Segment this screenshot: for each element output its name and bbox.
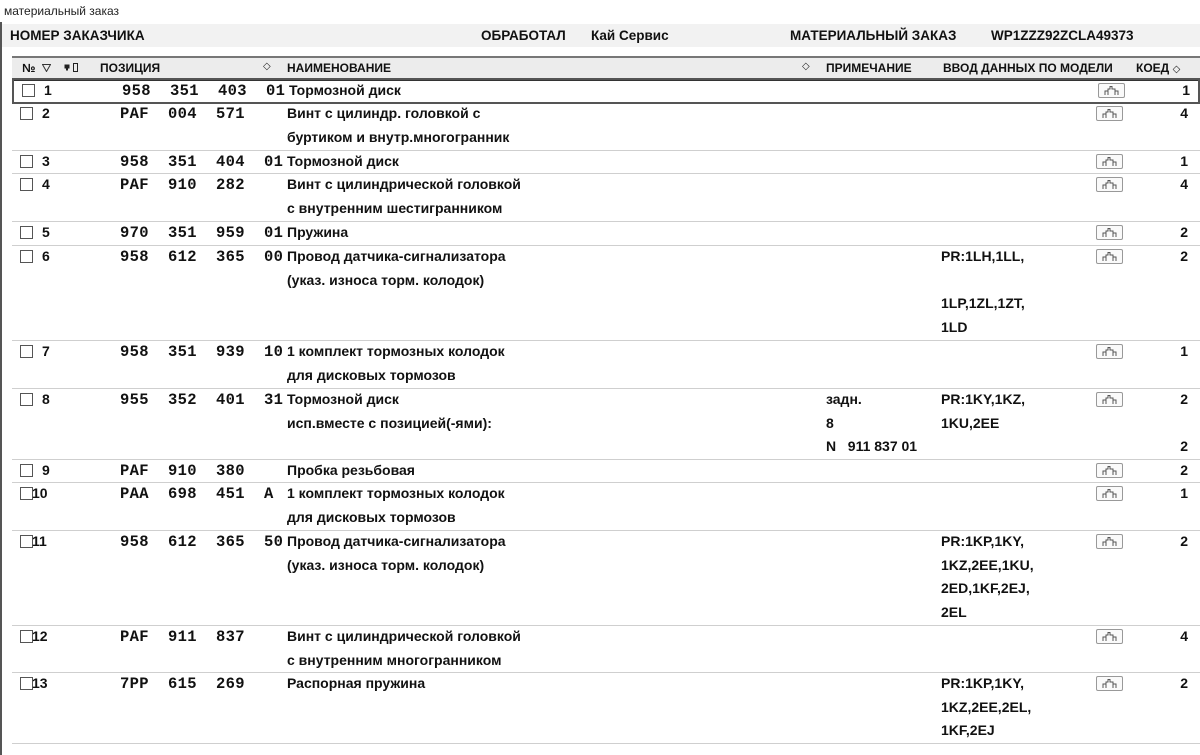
row-number: 10: [32, 485, 48, 501]
column-header-name[interactable]: НАИМЕНОВАНИЕ: [287, 61, 391, 75]
row-number: 11: [32, 533, 47, 549]
model-input-button[interactable]: [1096, 629, 1123, 644]
row-number: 13: [32, 675, 48, 691]
column-num-label: №: [22, 61, 36, 75]
model-input-button[interactable]: [1096, 486, 1123, 501]
row-number: 1: [44, 82, 52, 98]
part-position: PAF 911 837: [120, 628, 245, 646]
model-input-icon: [1102, 679, 1118, 689]
sort-diamond-icon[interactable]: ◇: [263, 61, 271, 72]
row-checkbox[interactable]: [22, 84, 35, 97]
part-name: Распорная пружина: [287, 675, 426, 691]
model-input-icon: [1102, 228, 1118, 238]
part-position: 970 351 959 01: [120, 224, 284, 242]
part-position: 958 351 939 10: [120, 343, 284, 361]
connector-icon: [64, 63, 79, 72]
part-name: Винт с цилиндр. головкой с буртиком и внутр.многогранник: [287, 105, 510, 145]
part-quantity: 1: [1180, 343, 1188, 359]
part-quantity: 2: [1180, 675, 1188, 691]
part-position: 958 351 403 01: [122, 82, 286, 100]
table-row[interactable]: [12, 483, 1200, 531]
part-quantity: 4: [1180, 105, 1188, 121]
sort-diamond-icon[interactable]: ◇: [802, 61, 810, 72]
table-row[interactable]: [12, 389, 1200, 460]
part-name: Тормозной диск: [289, 82, 401, 98]
model-data: PR:1KY,1KZ, 1KU,2EE: [941, 391, 1026, 431]
part-quantity: 2: [1180, 248, 1188, 264]
part-name: Пружина: [287, 224, 349, 240]
table-row[interactable]: [12, 341, 1200, 389]
model-input-button[interactable]: [1098, 83, 1125, 98]
column-header-model[interactable]: ВВОД ДАННЫХ ПО МОДЕЛИ: [943, 61, 1113, 75]
part-quantity: 1: [1182, 82, 1190, 98]
processed-by-value: Кай Сервис: [591, 28, 669, 43]
column-qty-label: КОЕД: [1136, 61, 1170, 75]
column-header-position[interactable]: ПОЗИЦИЯ: [100, 61, 161, 75]
model-input-icon: [1102, 489, 1118, 499]
part-position: PAF 910 380: [120, 462, 245, 480]
model-data: PR:1KP,1KY, 1KZ,2EE,1KU, 2ED,1KF,2EJ, 2EL: [941, 533, 1034, 620]
table-row[interactable]: [12, 78, 1200, 104]
row-checkbox[interactable]: [20, 155, 33, 168]
model-input-icon: [1102, 537, 1118, 547]
part-position: PAA 698 451 A: [120, 485, 274, 503]
row-number: 7: [42, 343, 50, 359]
table-row[interactable]: [12, 531, 1200, 626]
table-row[interactable]: [12, 460, 1200, 483]
model-data: PR:1KP,1KY, 1KZ,2EE,2EL, 1KF,2EJ: [941, 675, 1032, 738]
part-quantity: 4: [1180, 628, 1188, 644]
material-order-value: WP1ZZZ92ZCLA49373: [991, 28, 1134, 43]
part-position: 958 351 404 01: [120, 153, 284, 171]
part-name: Тормозной диск: [287, 153, 399, 169]
part-name: Пробка резьбовая: [287, 462, 415, 478]
window-title: материальный заказ: [4, 4, 120, 18]
part-name: Винт с цилиндрической головкой с внутренним шестигранником: [287, 176, 521, 216]
part-quantity: 2: [1180, 533, 1188, 549]
column-header-connector[interactable]: [64, 61, 79, 75]
part-name: Тормозной диск исп.вместе с позицией(-ями):: [287, 391, 492, 431]
table-row[interactable]: [12, 103, 1200, 151]
row-number: 2: [42, 105, 50, 121]
model-input-icon: [1102, 157, 1118, 167]
model-input-icon: [1104, 86, 1120, 96]
model-input-icon: [1102, 632, 1118, 642]
table-row[interactable]: [12, 626, 1200, 673]
sort-down-triangle-icon: [42, 64, 51, 72]
model-input-button[interactable]: [1096, 463, 1123, 478]
part-note: задн. 8 N 911 837 01: [826, 391, 918, 454]
part-position: PAF 004 571: [120, 105, 245, 123]
part-quantity: 1: [1180, 485, 1188, 501]
row-checkbox[interactable]: [20, 345, 33, 358]
row-number: 4: [42, 176, 50, 192]
column-header-num[interactable]: [22, 61, 51, 75]
model-input-button[interactable]: [1096, 249, 1123, 264]
row-checkbox[interactable]: [20, 250, 33, 263]
model-input-button[interactable]: [1096, 534, 1123, 549]
part-name: Провод датчика-сигнализатора (указ. износа торм. колодок): [287, 248, 506, 288]
column-header-qty[interactable]: [1136, 61, 1180, 75]
part-position: 7PP 615 269: [120, 675, 245, 693]
part-name: Винт с цилиндрической головкой с внутренним многогранником: [287, 628, 521, 668]
model-input-button[interactable]: [1096, 177, 1123, 192]
part-quantity: 1: [1180, 153, 1188, 169]
table-row[interactable]: [12, 246, 1200, 341]
table-row[interactable]: [12, 174, 1200, 222]
row-number: 12: [32, 628, 48, 644]
part-position: PAF 910 282: [120, 176, 245, 194]
row-number: 3: [42, 153, 50, 169]
part-quantity: 2: [1180, 224, 1188, 240]
customer-number-label: НОМЕР ЗАКАЗЧИКА: [10, 28, 145, 43]
model-input-button[interactable]: [1096, 154, 1123, 169]
model-input-icon: [1102, 347, 1118, 357]
material-order-label: МАТЕРИАЛЬНЫЙ ЗАКАЗ: [790, 28, 957, 43]
model-input-button[interactable]: [1096, 344, 1123, 359]
model-input-icon: [1102, 109, 1118, 119]
part-position: 955 352 401 31: [120, 391, 284, 409]
model-input-button[interactable]: [1096, 106, 1123, 121]
row-checkbox[interactable]: [20, 178, 33, 191]
model-input-button[interactable]: [1096, 225, 1123, 240]
model-input-icon: [1102, 395, 1118, 405]
table-row[interactable]: [12, 151, 1200, 174]
part-quantity: 4: [1180, 176, 1188, 192]
row-number: 6: [42, 248, 50, 264]
model-data: PR:1LH,1LL, 1LP,1ZL,1ZT, 1LD: [941, 248, 1025, 335]
model-input-button[interactable]: [1096, 392, 1123, 407]
row-number: 8: [42, 391, 50, 407]
table-row[interactable]: [12, 673, 1200, 744]
part-quantity: 2 2: [1180, 391, 1188, 454]
part-name: Провод датчика-сигнализатора (указ. износа торм. колодок): [287, 533, 506, 573]
window-left-border: [0, 22, 2, 755]
row-checkbox[interactable]: [20, 393, 33, 406]
part-position: 958 612 365 00: [120, 248, 284, 266]
part-name: 1 комплект тормозных колодок для дисковых тормозов: [287, 343, 505, 383]
row-checkbox[interactable]: [20, 107, 33, 120]
model-input-button[interactable]: [1096, 676, 1123, 691]
row-checkbox[interactable]: [20, 226, 33, 239]
part-position: 958 612 365 50: [120, 533, 284, 551]
processed-by-label: ОБРАБОТАЛ: [481, 28, 566, 43]
model-input-icon: [1102, 180, 1118, 190]
model-input-icon: [1102, 252, 1118, 262]
column-header-note[interactable]: ПРИМЕЧАНИЕ: [826, 61, 912, 75]
row-checkbox[interactable]: [20, 464, 33, 477]
model-input-icon: [1102, 466, 1118, 476]
table-row[interactable]: [12, 222, 1200, 246]
row-number: 5: [42, 224, 50, 240]
sort-diamond-icon: ◇: [1172, 64, 1181, 75]
row-number: 9: [42, 462, 50, 478]
part-quantity: 2: [1180, 462, 1188, 478]
part-name: 1 комплект тормозных колодок для дисковых тормозов: [287, 485, 505, 525]
